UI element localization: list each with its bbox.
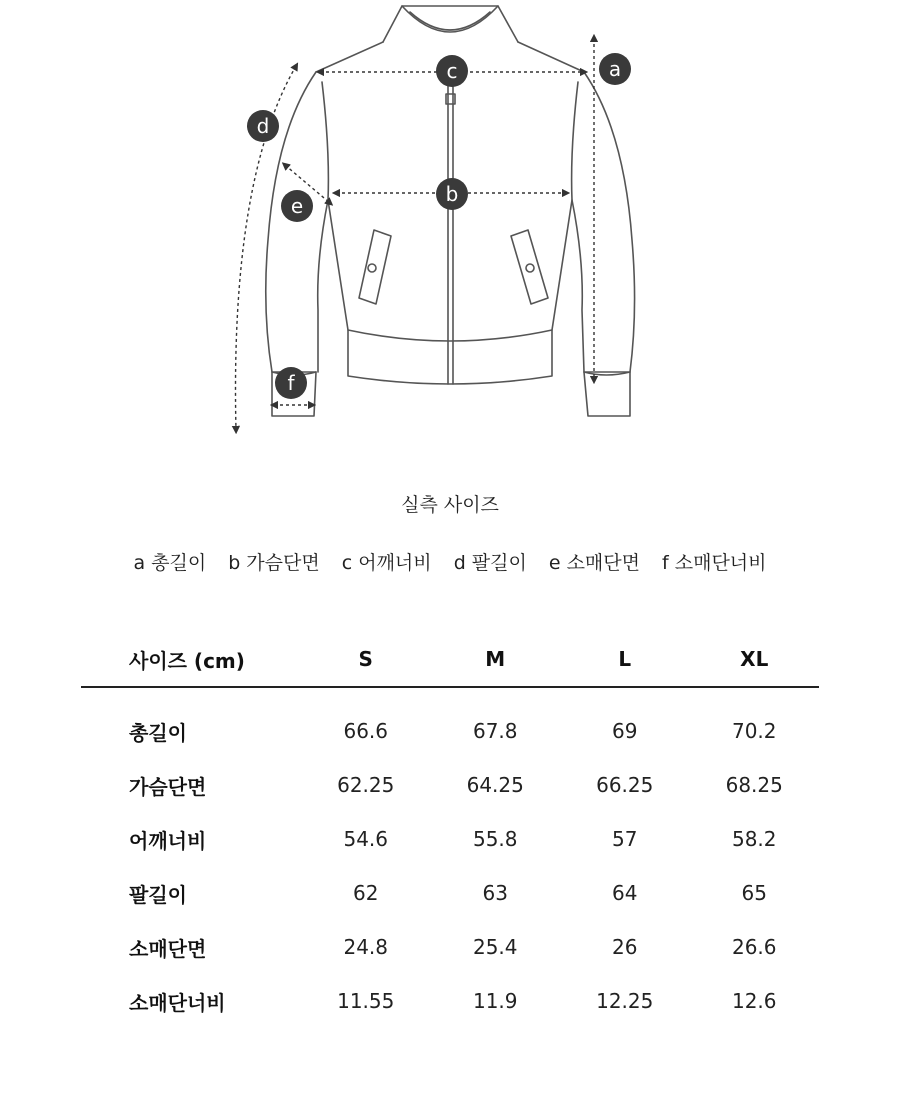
marker-b [436,178,468,210]
row-label: 팔길이 [129,882,187,907]
table-cell: 66.25 [596,773,654,797]
marker-a-label: a [608,57,622,81]
row-label: 총길이 [129,720,187,745]
table-cell: 65 [741,881,767,905]
legend-key: c [341,552,353,574]
table-cell: 58.2 [731,827,777,851]
table-cell: 26 [612,935,638,959]
table-cell: 11.55 [337,989,395,1013]
table-cell: 64.25 [466,773,524,797]
column-header-size: 사이즈 (cm) [81,632,301,687]
table-cell: 63 [482,881,508,905]
table-cell: 11.9 [472,989,518,1013]
table-cell: 62.25 [337,773,395,797]
legend-key: f [662,552,669,574]
legend-key: e [548,552,561,574]
table-row [81,812,819,866]
column-header-xl: XL [690,632,820,687]
marker-e-label: e [290,194,304,218]
marker-c-label: c [446,59,458,83]
legend-item-d [454,548,527,575]
marker-c [436,55,468,87]
table-cell: 67.8 [472,719,518,743]
table-cell: 25.4 [472,935,518,959]
measurement-legend [0,548,900,575]
marker-d [247,110,279,142]
table-cell: 12.6 [731,989,777,1013]
legend-item-b [228,548,319,575]
table-cell: 54.6 [343,827,389,851]
row-label: 어깨너비 [129,828,207,853]
marker-d-label: d [256,114,270,138]
table-cell: 64 [612,881,638,905]
legend-label: 팔길이 [471,552,527,574]
table-cell: 24.8 [343,935,389,959]
legend-label: 총길이 [151,552,207,574]
legend-item-c [342,548,432,575]
marker-a [599,53,631,85]
table-header-row [81,632,819,687]
marker-f [275,367,307,399]
jacket-illustration [0,0,900,440]
table-row [81,974,819,1028]
legend-label: 소매단너비 [674,552,767,574]
table-cell: 70.2 [731,719,777,743]
table-cell: 66.6 [343,719,389,743]
legend-key: b [228,552,241,574]
legend-item-a [133,548,206,575]
marker-f-label: f [287,371,295,395]
table-cell: 57 [612,827,638,851]
table-row [81,758,819,812]
row-label: 가슴단면 [129,774,207,799]
table-row [81,920,819,974]
table-row [81,687,819,758]
section-title: 실측 사이즈 [401,494,499,516]
legend-item-f [662,548,766,575]
column-header-s: S [301,632,431,687]
marker-b-label: b [445,182,459,206]
table-cell: 62 [353,881,379,905]
legend-key: a [133,552,146,574]
legend-label: 가슴단면 [246,552,320,574]
table-cell: 12.25 [596,989,654,1013]
table-cell: 68.25 [725,773,783,797]
row-label: 소매단면 [129,936,207,961]
table-cell: 69 [612,719,638,743]
column-header-l: L [560,632,690,687]
legend-label: 어깨너비 [358,552,432,574]
table-row [81,866,819,920]
table-cell: 55.8 [472,827,518,851]
jacket-measurement-diagram [0,0,900,440]
legend-item-e [549,548,640,575]
size-table [81,632,819,1028]
table-cell: 26.6 [731,935,777,959]
marker-e [281,190,313,222]
row-label: 소매단너비 [129,990,226,1015]
legend-key: d [453,552,466,574]
column-header-m: M [431,632,561,687]
legend-label: 소매단면 [566,552,640,574]
